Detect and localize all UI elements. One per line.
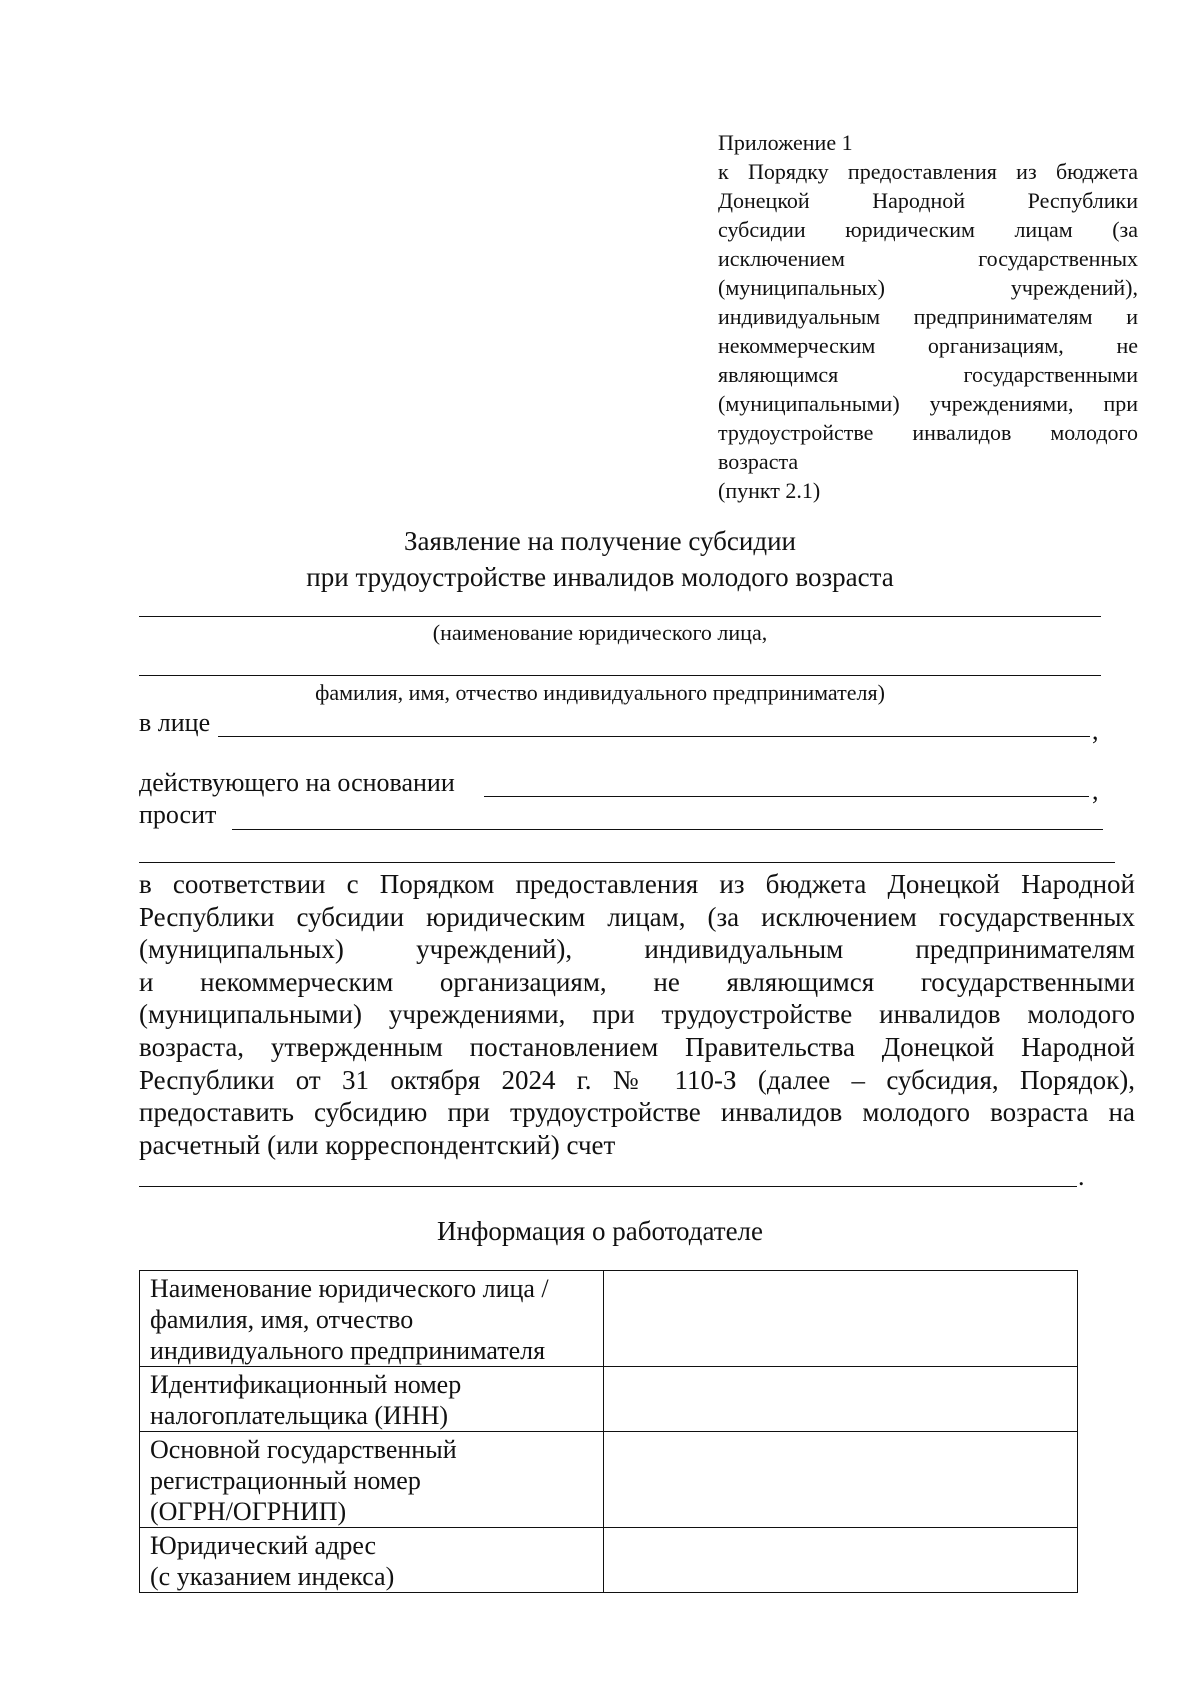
table-label-cell <box>140 1367 604 1432</box>
employer-name-value-cell[interactable] <box>603 1271 1077 1367</box>
represented-by-label: в лице <box>139 708 211 737</box>
appendix-line: трудоустройстве инвалидов молодого <box>718 420 1138 445</box>
label-line: (с указанием индекса) <box>150 1562 395 1591</box>
employer-info-table <box>139 1270 1078 1593</box>
appendix-line: к Порядку предоставления из бюджета <box>718 159 1138 184</box>
requests-fill-line[interactable] <box>232 829 1103 830</box>
requests-continuation-line[interactable] <box>139 862 1115 863</box>
table-row <box>140 1432 1078 1528</box>
body-line: Республики от 31 октября 2024 г. № 110-З (далее – субсидия, Порядок), <box>139 1064 1135 1095</box>
acting-basis-label: действующего на основании <box>139 768 455 797</box>
appendix-line: индивидуальным предпринимателям и <box>718 304 1138 329</box>
body-line: и некоммерческим организациям, не являющимся государственными <box>139 966 1135 997</box>
appendix-line: (муниципальными) учреждениями, при <box>718 391 1138 416</box>
table-row <box>140 1367 1078 1432</box>
represented-by-fill-line[interactable] <box>218 736 1090 737</box>
acting-basis-comma: , <box>1092 776 1099 805</box>
label-line: фамилия, имя, отчество <box>150 1305 414 1334</box>
inn-value-cell[interactable] <box>603 1367 1077 1432</box>
appendix-line: (пункт 2.1) <box>718 478 821 503</box>
employer-info-heading: Информация о работодателе <box>436 1216 764 1246</box>
entity-name-caption: (наименование юридического лица, <box>432 620 768 645</box>
label-line: (ОГРН/ОГРНИП) <box>150 1497 347 1526</box>
document-title-line-1: Заявление на получение субсидии <box>404 526 796 556</box>
body-line: (муниципальных) учреждений), индивидуальным предпринимателям <box>139 934 1135 965</box>
entity-name-fill-line[interactable] <box>139 616 1101 617</box>
appendix-line: являющимся государственными <box>718 362 1138 387</box>
label-line: индивидуального предпринимателя <box>150 1336 546 1365</box>
body-line: возраста, утвержденным постановлением Правительства Донецкой Народной <box>139 1031 1135 1062</box>
table-label-cell <box>140 1528 604 1593</box>
appendix-line: субсидии юридическим лицам (за <box>718 217 1138 242</box>
entrepreneur-name-caption: фамилия, имя, отчество индивидуального предпринимателя) <box>315 680 885 705</box>
account-period: . <box>1078 1162 1085 1191</box>
entrepreneur-name-fill-line[interactable] <box>139 675 1101 676</box>
table-label-cell <box>140 1432 604 1528</box>
appendix-line: исключением государственных <box>718 246 1138 271</box>
body-line: Республики субсидии юридическим лицам, (за исключением государственных <box>139 901 1135 932</box>
account-number-fill-line[interactable] <box>139 1186 1077 1187</box>
appendix-line: (муниципальных) учреждений), <box>718 275 1138 300</box>
appendix-header <box>718 128 1138 505</box>
table-label-cell <box>140 1271 604 1367</box>
document-title-line-2: при трудоустройстве инвалидов молодого возраста <box>306 562 894 592</box>
table-row <box>140 1528 1078 1593</box>
table-row <box>140 1271 1078 1367</box>
label-line: налогоплательщика (ИНН) <box>150 1401 449 1430</box>
label-line: Юридический адрес <box>150 1531 377 1560</box>
represented-by-comma: , <box>1092 716 1099 745</box>
appendix-line: возраста <box>718 449 799 474</box>
body-line: расчетный (или корреспондентский) счет <box>139 1129 616 1160</box>
body-line: предоставить субсидию при трудоустройстве инвалидов молодого возраста на <box>139 1097 1135 1128</box>
request-body-paragraph <box>139 868 1135 1161</box>
label-line: Наименование юридического лица / <box>150 1274 549 1303</box>
label-line: Идентификационный номер <box>150 1370 462 1399</box>
requests-label: просит <box>139 800 217 829</box>
body-line: в соответствии с Порядком предоставления из бюджета Донецкой Народной <box>139 869 1135 899</box>
acting-basis-fill-line[interactable] <box>484 796 1089 797</box>
legal-address-value-cell[interactable] <box>603 1528 1077 1593</box>
label-line: Основной государственный <box>150 1435 457 1464</box>
body-line: (муниципальными) учреждениями, при трудоустройстве инвалидов молодого <box>139 999 1135 1030</box>
ogrn-value-cell[interactable] <box>603 1432 1077 1528</box>
appendix-line: Донецкой Народной Республики <box>718 188 1138 213</box>
label-line: регистрационный номер <box>150 1466 421 1495</box>
appendix-title: Приложение 1 <box>718 130 853 155</box>
appendix-line: некоммерческим организациям, не <box>718 333 1138 358</box>
